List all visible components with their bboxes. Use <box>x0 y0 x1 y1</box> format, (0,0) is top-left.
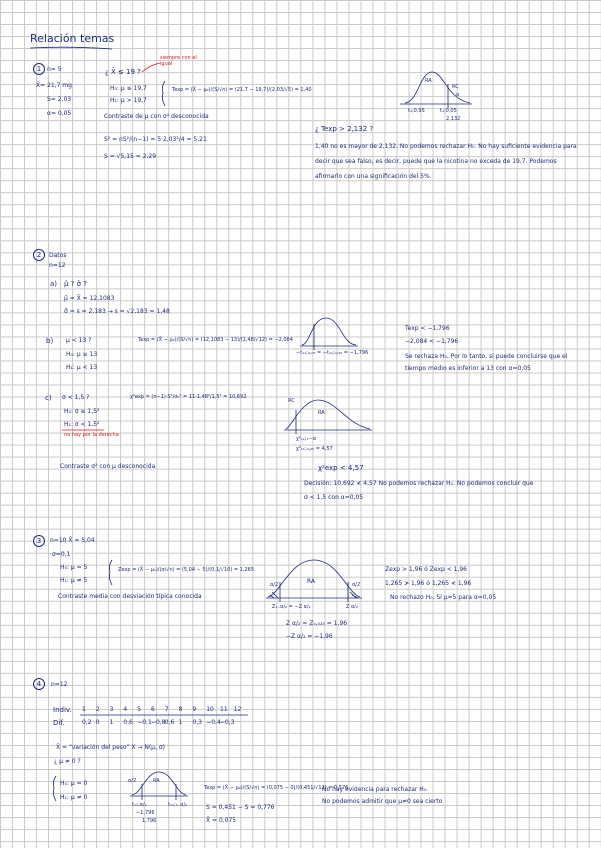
p3-conclusion: No rechazo H₀. Sí μ=5 para α=0,05 <box>390 594 497 601</box>
p3-result-2: 1,265 ≯ 1,96 ó 1,265 ≮ 1,96 <box>385 580 472 587</box>
p2-c-rule: χ²exp < 4,57 <box>318 464 364 472</box>
p2-c-h1: H₁: σ < 1,5² <box>64 421 100 428</box>
p4-indiv-cell-6: 6 <box>151 706 155 713</box>
p4-diff-cell-10: −0,4 <box>206 719 221 726</box>
p2-a-question: μ̂ ? σ̂ ? <box>64 280 87 288</box>
p2-b-h0: H₀: μ ≥ 13 <box>66 351 98 358</box>
p2-c-chi-distribution-plot <box>284 396 374 434</box>
p4-conclusion-1: No hay evidencia para rechazar H₀. <box>322 786 429 793</box>
p2-c-contrast-type: Contraste σ² con μ desconocida <box>60 463 156 470</box>
p3-contrast-type: Contraste media con desviación típica conocida <box>58 593 202 600</box>
p4-crit-1: t₁₁;α/₂ <box>132 802 147 808</box>
p1-conclusion: 1,40 no es mayor de 2,132. No podemos rechazar H₀. No hay suficiente evidencia para decir que sea falso, es decir, puede que la nicotina no exceda de 19,7. Podemos afirmarlo con una significación del 5%. <box>315 143 577 180</box>
p4-crit-3: −1,796 <box>136 810 155 816</box>
p1-note-arrow <box>140 62 162 74</box>
page-title: Relación temas <box>30 32 115 45</box>
p4-n: n=12 <box>51 681 68 688</box>
p2-b-result-1: Texp < −1,796 <box>405 325 450 332</box>
p2-heading: Datos <box>49 252 67 259</box>
problem-1-number: 1 <box>33 63 45 75</box>
title-underline <box>30 46 114 50</box>
p4-indiv-cell-11: 11 <box>220 706 228 713</box>
p1-s2: S² = nS²/(n−1) = 5·2,03²/4 = 5,21 <box>104 136 207 143</box>
p4-s: S = 0,451 − S = 0,776 <box>206 804 275 811</box>
p4-indiv-cell-8: 8 <box>178 706 183 713</box>
p4-diff-cell-11: −0,3 <box>220 719 235 726</box>
p4-table-divider <box>80 714 250 718</box>
p4-h0: H₀: μ = 0 <box>60 780 88 787</box>
p2-c-decision-2: σ < 1,5 con α=0,05 <box>304 494 364 501</box>
p1-given-mean: X̄= 21,7 mg <box>36 82 72 89</box>
p3-hyp-brace <box>108 560 114 586</box>
p1-crit-lower: t₄;0,95 <box>408 108 425 114</box>
p4-x-definition: X̄ = “variación del peso” X → N(μ, σ) <box>56 744 165 751</box>
p4-crit-2: t₁₁;₁₋α/₂ <box>168 802 188 808</box>
p4-diff-cell-5: −0,1 <box>137 719 152 726</box>
p1-h1: H₁: μ > 19,7 <box>110 97 147 104</box>
p4-conclusion-2: No podemos admitir que μ≠0 sea cierto <box>322 798 443 805</box>
p2-c-label: c) <box>45 394 52 402</box>
p4-indiv-cell-5: 5 <box>137 706 142 713</box>
p1-hyp-brace <box>161 81 167 107</box>
p3-crit-right: Z α/₂ <box>346 604 358 610</box>
p4-hyp-brace <box>52 776 58 802</box>
p4-t-distribution-plot <box>130 768 190 802</box>
p1-region-rc: RC <box>452 84 459 90</box>
p2-c-h0: H₀: σ ≥ 1,5² <box>64 408 100 415</box>
p1-given-s: S= 2,03 <box>47 96 72 103</box>
p4-xbar: X̄ = 0,075 <box>206 817 237 824</box>
p2-c-region-rc: RC <box>288 398 295 404</box>
p1-crit-upper: t₄;0,05 <box>440 108 457 114</box>
p4-t-stat: Texp = (X̄ − μ₀)/(S/√n) = (0,075 − 0)/(0,451/√12) = 0,576 <box>204 785 349 791</box>
p3-crit-left: Z₁₋α/₂ = −Z α/₂ <box>272 604 311 610</box>
p2-b-question: μ < 13 ? <box>66 337 92 344</box>
p2-b-h1: H₁: μ < 13 <box>66 364 98 371</box>
p4-diff-cell-1: 0,2 <box>82 719 92 726</box>
p1-crit-value: 2,132 <box>446 116 461 122</box>
p2-n: n=12 <box>49 262 66 269</box>
p2-b-conclusion: Se rechaza H₀. Por lo tanto, sí puede concluirse que el tiempo medio es inferior a 13 con α=0,05 <box>405 353 568 372</box>
p1-contrast-type: Contraste de μ con σ² desconocida <box>104 113 209 120</box>
problem-4-number: 4 <box>33 678 45 690</box>
p4-diff-label: Dif. <box>53 719 65 727</box>
p4-indiv-cell-2: 2 <box>95 706 100 713</box>
p1-t-stat: Texp = (X̄ − μ₀)/(S/√n) = (21,7 − 19,7)/(2,03/√5) = 1,40 <box>172 87 312 93</box>
p3-region-alpha-left: α/2 <box>270 582 279 588</box>
p3-given: n=10 X̄ = 5,04 <box>50 537 95 544</box>
p3-result-1: Zexp > 1,96 ó Zexp < 1,96 <box>385 566 467 573</box>
p2-b-t-stat: Texp = (X̄ − μ₀)/(S/√n) = (12,1083 − 13)/(1,48/√12) = −2,084 <box>138 337 293 343</box>
p4-region-alpha: α/2 <box>128 778 137 784</box>
p1-h0: H₀: μ ≤ 19,7 <box>110 85 147 92</box>
p3-sigma: σ=0,1 <box>52 551 71 558</box>
p4-diff-cell-7: 0,6 <box>164 719 175 726</box>
p4-h1: H₁: μ ≠ 0 <box>60 794 88 801</box>
p1-t-distribution-plot <box>400 68 475 110</box>
p3-region-ra: RA <box>307 578 316 585</box>
p4-indiv-cell-10: 10 <box>206 706 214 713</box>
p1-s: S = √5,15 = 2,29 <box>104 153 157 160</box>
p3-z-value-1: Z α/₂ = Z₀,₀₂₅ = 1,96 <box>286 620 348 627</box>
p4-question: ¿ μ ≠ 0 ? <box>54 758 81 765</box>
p1-note: siempre con el igual <box>160 55 197 67</box>
p2-c-crit-2: χ²₁₁;₀,₀₅ = 4,57 <box>296 446 333 452</box>
p2-c-decision: Decisión: 10,692 ≮ 4,57 No podemos rechazar H₀. No podemos concluir que <box>304 480 534 487</box>
p1-given-n: n= 5 <box>47 66 62 73</box>
p4-indiv-cell-9: 9 <box>192 706 197 713</box>
p4-diff-cell-3: 1 <box>109 719 114 726</box>
p4-diff-cell-2: 0 <box>95 719 100 726</box>
p1-question: ¿ X̄ ≤ 19 ? <box>105 68 141 76</box>
p4-indiv-cell-12: 12 <box>233 706 242 713</box>
p4-indiv-label: Indiv. <box>53 706 72 714</box>
p3-z-stat: Zexp = (X̄ − μ₀)/(σ/√n) = (5,04 − 5)/(0,1/√10) = 1,265 <box>118 567 254 573</box>
p2-a-mu: μ̂ = X̄ = 12,1083 <box>64 295 115 302</box>
p4-diff-cell-9: 0,3 <box>192 719 202 726</box>
p4-diff-cell-6: −0,8 <box>151 719 166 726</box>
p2-c-question: σ < 1,5 ? <box>62 394 90 401</box>
p3-region-alpha-right: α/2 <box>352 582 361 588</box>
p4-indiv-cell-3: 3 <box>109 706 114 713</box>
p4-indiv-cell-7: 7 <box>164 706 169 713</box>
p4-diff-cell-8: 1 <box>178 719 183 726</box>
problem-2-number: 2 <box>33 249 45 261</box>
p1-region-ra: RA <box>425 78 432 84</box>
p4-indiv-cell-1: 1 <box>82 706 86 713</box>
p4-region-ra: RA <box>153 778 160 784</box>
p2-b-label: b) <box>46 337 54 345</box>
p2-a-label: a) <box>50 280 58 288</box>
p2-b-critical: −t₁₁;₀,₀₅ = −t₁₁;₀,₉₅ = −1,796 <box>296 350 369 356</box>
p1-rejection-question: ¿ Texp > 2,132 ? <box>315 125 374 133</box>
p2-b-t-distribution-plot <box>300 314 360 352</box>
p4-crit-4: 1,796 <box>142 818 157 824</box>
p1-given-alpha: α= 0,05 <box>47 110 72 117</box>
p3-h0: H₀: μ = 5 <box>60 564 88 571</box>
p2-c-region-ra: RA <box>318 410 325 416</box>
p2-b-result-2: −2,084 < −1,796 <box>405 338 459 345</box>
p2-c-note: no hay por la derecha <box>64 432 119 438</box>
p4-indiv-cell-4: 4 <box>123 706 128 713</box>
p3-z-value-2: −Z α/₂ = −1,96 <box>286 633 333 640</box>
p2-a-sigma: σ̂ = s = 2,183 → s = √2,183 = 1,48 <box>64 308 170 315</box>
p2-c-chi-stat: χ²exp = (n−1)·S²/σ₀² = 11·1,48²/1,5² = 10,692 <box>130 394 247 400</box>
p3-h1: H₁: μ ≠ 5 <box>60 577 88 584</box>
problem-3-number: 3 <box>33 535 45 547</box>
p1-region-alpha: α <box>456 92 460 98</box>
p2-c-crit-1: χ²₁₁;₁−α <box>296 436 317 442</box>
p4-diff-cell-4: 0,6 <box>123 719 133 726</box>
p3-normal-distribution-plot <box>266 554 366 604</box>
